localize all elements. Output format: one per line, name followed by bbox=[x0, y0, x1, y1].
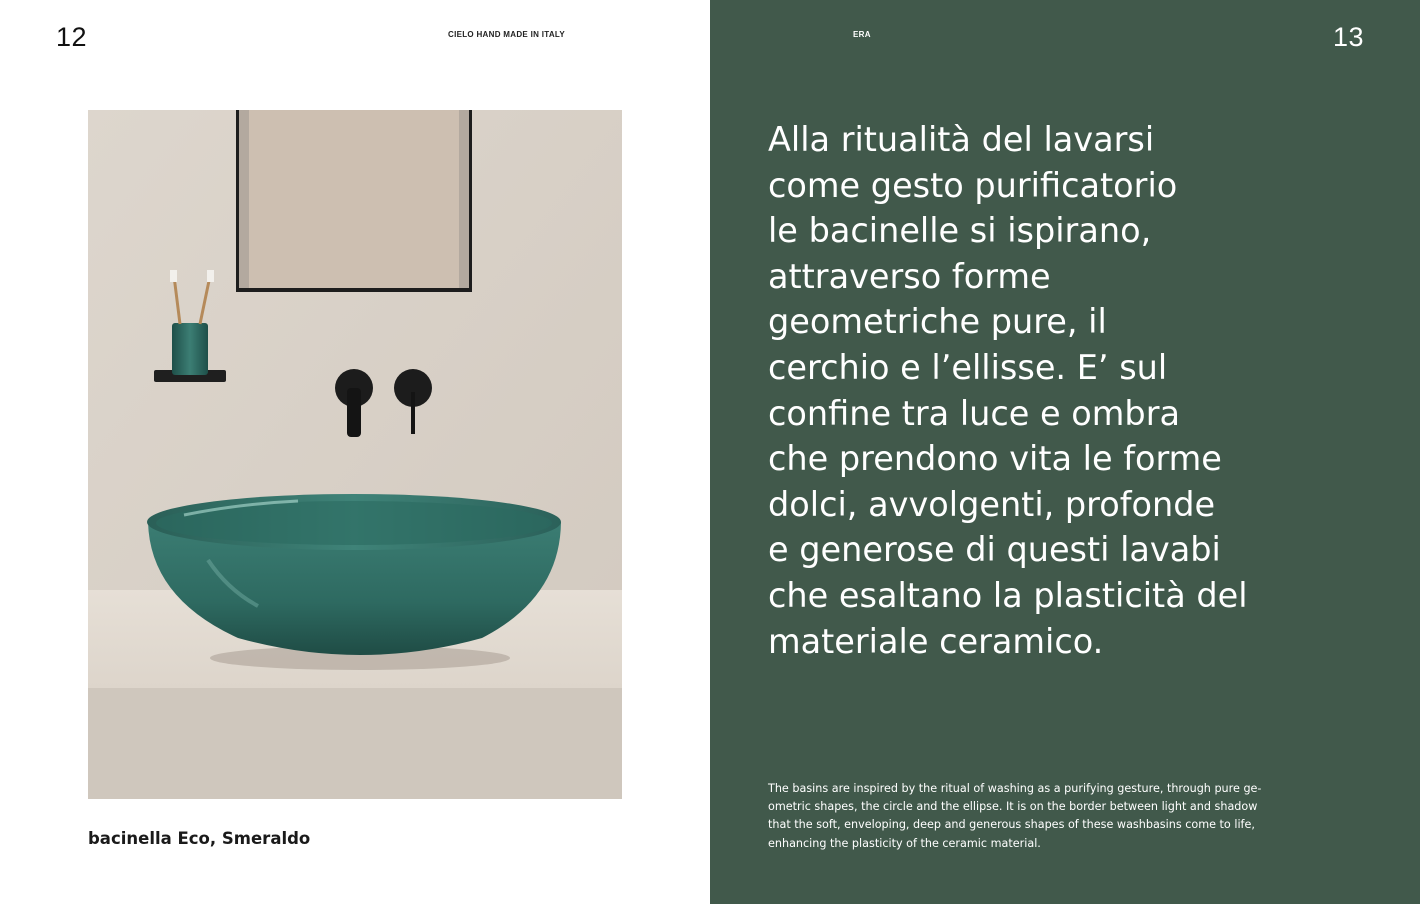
english-line: enhancing the plasticity of the ceramic material. bbox=[768, 836, 1041, 850]
english-line: ometric shapes, the circle and the ellipse. It is on the border between light and shadow bbox=[768, 800, 1258, 814]
photo-caption: bacinella Eco, Smeraldo bbox=[88, 829, 311, 848]
italian-line: come gesto purificatorio bbox=[768, 165, 1178, 205]
italian-line: confine tra luce e ombra bbox=[768, 393, 1180, 433]
italian-statement bbox=[768, 117, 1328, 664]
mirror bbox=[239, 110, 469, 288]
page-number-left: 12 bbox=[56, 22, 88, 52]
italian-line: che esaltano la plasticità del bbox=[768, 575, 1248, 615]
italian-line: materiale ceramico. bbox=[768, 621, 1104, 661]
faucet-spout bbox=[347, 388, 361, 437]
washbasin-photo bbox=[88, 110, 622, 799]
page-number-right: 13 bbox=[1332, 22, 1364, 52]
italian-line: che prendono vita le forme bbox=[768, 439, 1222, 479]
right-page bbox=[710, 0, 1420, 904]
italian-line: cerchio e l’ellisse. E’ sul bbox=[768, 347, 1168, 387]
italian-line: dolci, avvolgenti, profonde bbox=[768, 484, 1216, 524]
italian-line: attraverso forme bbox=[768, 256, 1051, 296]
running-head-left: CIELO HAND MADE IN ITALY bbox=[448, 30, 565, 39]
italian-line: e generose di questi lavabi bbox=[768, 530, 1221, 570]
running-head-right: ERA bbox=[853, 30, 871, 39]
english-line: The basins are inspired by the ritual of washing as a purifying gesture, through pure ge- bbox=[768, 782, 1262, 795]
italian-line: le bacinelle si ispirano, bbox=[768, 211, 1152, 251]
english-translation bbox=[768, 780, 1288, 853]
italian-line: Alla ritualità del lavarsi bbox=[768, 120, 1155, 159]
tap-lever bbox=[411, 392, 415, 434]
italian-line: geometriche pure, il bbox=[768, 302, 1107, 342]
toothbrush-cup bbox=[172, 323, 208, 375]
english-line: that the soft, enveloping, deep and generous shapes of these washbasins come to life, bbox=[768, 818, 1255, 832]
shelf-front bbox=[88, 688, 622, 799]
